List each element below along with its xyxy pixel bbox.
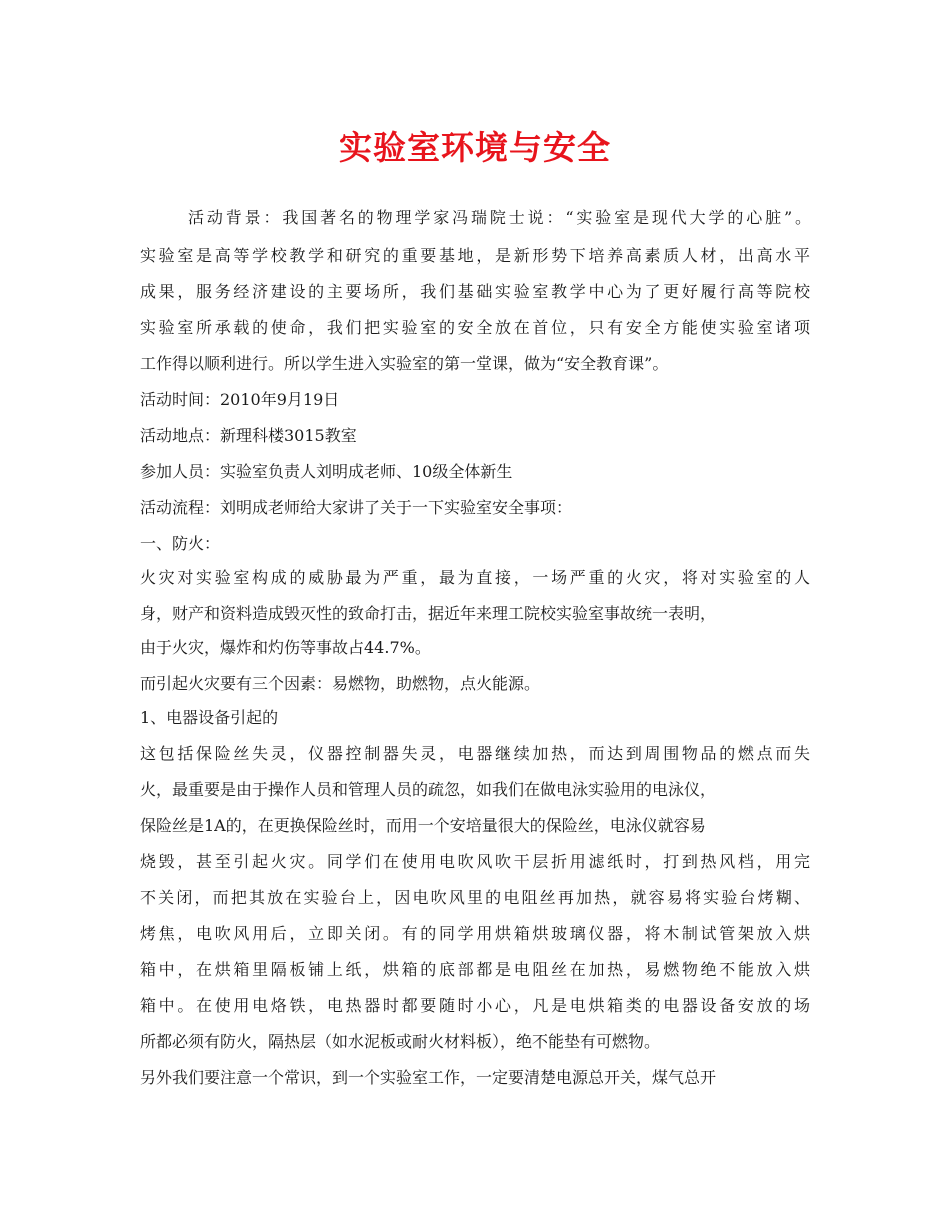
paragraph-line: 一、防火： — [140, 534, 221, 553]
paragraph-line: 工作得以顺利进行。所以学生进入实验室的第一堂课，做为“安全教育课”。 — [140, 354, 669, 373]
paragraph-line: 不关闭，而把其放在实验台上，因电吹风里的电阻丝再加热，就容易将实验台烤糊、 — [140, 888, 810, 907]
paragraph-line: 箱中。在使用电烙铁，电热器时都要随时小心，凡是电烘箱类的电器设备安放的场 — [140, 996, 810, 1015]
paragraph-line: 而引起火灾要有三个因素：易燃物，助燃物，点火能源。 — [140, 674, 541, 693]
paragraph-line: 火灾对实验室构成的威胁最为严重，最为直接，一场严重的火灾，将对实验室的人 — [140, 568, 810, 587]
paragraph-line: 实验室是高等学校教学和研究的重要基地，是新形势下培养高素质人材，出高水平 — [140, 246, 810, 265]
paragraph-line: 这包括保险丝失灵，仪器控制器失灵，电器继续加热，而达到周围物品的燃点而失 — [140, 744, 810, 763]
paragraph-first-line: 活动背景：我国著名的物理学家冯瑞院士说：“实验室是现代大学的心脏”。 — [188, 208, 811, 227]
paragraph-line: 火，最重要是由于操作人员和管理人员的疏忽，如我们在做电泳实验用的电泳仪， — [140, 780, 717, 799]
paragraph-line: 所都必须有防火，隔热层（如水泥板或耐火材料板），绝不能垫有可燃物。 — [140, 1032, 661, 1051]
paragraph-line: 活动流程：刘明成老师给大家讲了关于一下实验室安全事项： — [140, 498, 573, 517]
paragraph-line: 箱中，在烘箱里隔板铺上纸，烘箱的底部都是电阻丝在加热，易燃物绝不能放入烘 — [140, 960, 810, 979]
paragraph-line: 保险丝是1A的，在更换保险丝时，而用一个安培量很大的保险丝，电泳仪就容易 — [140, 816, 706, 835]
paragraph-line: 身，财产和资料造成毁灭性的致命打击，据近年来理工院校实验室事故统一表明， — [140, 604, 717, 623]
paragraph-line: 烧毁，甚至引起火灾。同学们在使用电吹风吹干层折用滤纸时，打到热风档，用完 — [140, 852, 810, 871]
paragraph-line: 成果，服务经济建设的主要场所，我们基础实验室教学中心为了更好履行高等院校 — [140, 282, 810, 301]
page-title: 实验室环境与安全 — [339, 128, 611, 167]
paragraph-line: 烤焦，电吹风用后，立即关闭。有的同学用烘箱烘玻璃仪器，将木制试管架放入烘 — [140, 924, 810, 943]
paragraph-line: 1、电器设备引起的 — [140, 708, 279, 727]
paragraph-line: 由于火灾，爆炸和灼伤等事故占44.7%。 — [140, 638, 431, 657]
paragraph-line: 参加人员：实验室负责人刘明成老师、10级全体新生 — [140, 462, 513, 481]
paragraph-line: 实验室所承载的使命，我们把实验室的安全放在首位，只有安全方能使实验室诸项 — [140, 318, 810, 337]
paragraph-line: 活动时间：2010年9月19日 — [140, 390, 340, 409]
paragraph-line: 活动地点：新理科楼3015教室 — [140, 426, 357, 445]
paragraph-line: 另外我们要注意一个常识，到一个实验室工作，一定要清楚电源总开关，煤气总开 — [140, 1068, 717, 1087]
